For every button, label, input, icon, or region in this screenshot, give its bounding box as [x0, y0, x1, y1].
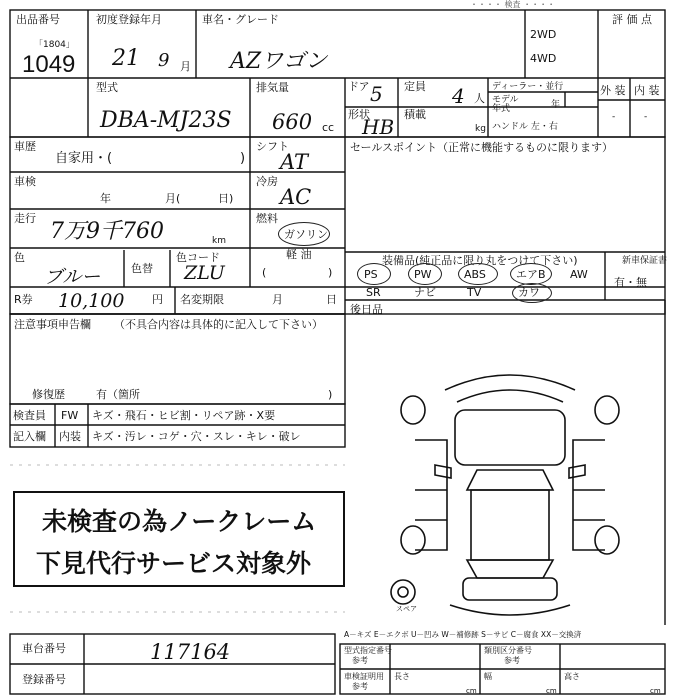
inspection-month: 月(: [165, 192, 181, 205]
interior-label: 内 装: [634, 84, 660, 97]
car-damage-diagram: [385, 350, 635, 620]
height-label: 高さ: [564, 672, 580, 681]
color-repaint-label: 色替: [131, 262, 153, 275]
drive-2wd: 2WD: [530, 28, 557, 41]
fuel-gasoline: ガソリン: [284, 228, 328, 241]
equip-leather: カワ: [518, 286, 540, 299]
mileage-value: 7万9千760: [50, 219, 164, 244]
equip-ps: PS: [364, 268, 378, 281]
lot-sub-number: 「1804」: [34, 40, 75, 50]
model-year-label-2: 年式: [492, 104, 511, 114]
car-name-label: 車名・グレード: [202, 13, 279, 26]
damage-legend: A－キズ E－エクボ U－凹み W－補修跡 S－サビ C－腐食 XX－交換済: [344, 630, 582, 639]
load-label: 積載: [404, 108, 426, 121]
equip-aw: AW: [570, 268, 588, 281]
equip-circle-ps: [357, 263, 391, 285]
gasoline-circle: [278, 222, 330, 246]
length-label: 長さ: [394, 672, 410, 681]
cert-label: 車検証明用: [344, 672, 384, 681]
height-unit: cm: [650, 687, 661, 695]
capacity-value: 4: [452, 84, 465, 108]
repair-history-close: ): [328, 388, 333, 401]
equip-circle-abs: [458, 263, 498, 285]
after-delivery-label: 後日品: [350, 303, 383, 316]
color-code-label: 色コード: [176, 251, 220, 264]
registration-label: 登録番号: [22, 673, 66, 686]
name-change-day: 日: [326, 293, 337, 306]
score-label: 評 価 点: [612, 13, 652, 26]
mileage-label: 走行: [14, 212, 36, 225]
notes-sub: （不具合内容は具体的に記入して下さい）: [114, 318, 323, 331]
inspection-day: 日): [218, 192, 234, 205]
history-close: ): [240, 151, 246, 166]
capacity-label: 定員: [404, 80, 426, 93]
interior-check-label: 内装: [59, 430, 81, 443]
equip-abs: ABS: [464, 268, 486, 281]
chassis-value: 117164: [150, 640, 231, 664]
length-unit: cm: [466, 687, 477, 695]
repair-history-label: 修復歴: [32, 388, 65, 401]
fw-items: キズ・飛石・ヒビ割・リペア跡・X要: [92, 409, 276, 422]
width-unit: cm: [546, 687, 557, 695]
cert-ref: 参考: [352, 682, 368, 691]
interior-check-items: キズ・汚レ・コゲ・穴・スレ・キレ・破レ: [92, 430, 301, 443]
equip-circle-leather: [512, 283, 552, 303]
warranty-value: 有・無: [614, 276, 647, 289]
equip-circle-pw: [408, 263, 442, 285]
spare-label: スペア: [396, 605, 417, 613]
recycle-label: R券: [14, 293, 33, 306]
class-label: 類別区分番号: [484, 646, 532, 655]
load-unit: kg: [475, 124, 486, 134]
top-cut-text: ・・・・ 検査 ・・・・: [470, 0, 556, 9]
shape-value: HB: [362, 115, 395, 139]
displacement-value: 660: [272, 110, 313, 134]
handle-label: ハンドル 左・右: [492, 122, 558, 132]
displacement-label: 排気量: [256, 81, 289, 94]
repair-history-value: 有（箇所: [96, 388, 140, 401]
inspector-label-1: 検査員: [13, 409, 46, 422]
shift-value: AT: [280, 150, 309, 174]
drive-4wd: 4WD: [530, 52, 557, 65]
lot-number-label: 出品番号: [16, 13, 60, 26]
first-registration-year: 21: [112, 46, 140, 71]
sales-point-label: セールスポイント（正常に機能するものに限ります）: [350, 141, 614, 154]
notice-line-2: 下見代行サービス対象外: [36, 549, 312, 578]
notice-line-1: 未検査の為ノークレーム: [42, 507, 317, 536]
inspection-label: 車検: [14, 175, 36, 188]
class-ref: 参考: [504, 656, 520, 665]
history-value: 自家用・(: [55, 151, 113, 166]
equip-circle-airbag: [510, 263, 552, 285]
displacement-unit: cc: [322, 121, 335, 134]
first-registration-month-unit: 月: [180, 60, 191, 73]
equip-tv: TV: [467, 286, 482, 299]
first-registration-month: 9: [158, 50, 170, 71]
dealer-label: ディーラー・並行: [492, 82, 564, 92]
model-year-label-1: モデル: [492, 95, 519, 105]
width-label: 幅: [484, 672, 492, 681]
car-name: AZワゴン: [230, 49, 328, 74]
equip-airbag: エアB: [516, 268, 546, 281]
equip-sr: SR: [366, 286, 381, 299]
mileage-unit: km: [212, 236, 226, 246]
ac-value: AC: [280, 185, 312, 209]
chassis-label: 車台番号: [22, 642, 66, 655]
inspector-label-2: 記入欄: [13, 430, 46, 443]
type-cert-ref: 参考: [352, 656, 368, 665]
first-registration-label: 初度登録年月: [96, 13, 162, 26]
history-label: 車歴: [14, 140, 36, 153]
notes-label: 注意事項申告欄: [14, 318, 91, 331]
name-change-month: 月: [272, 293, 283, 306]
exterior-dash: -: [612, 112, 616, 122]
warranty-label: 新車保証書: [622, 256, 668, 266]
model-label: 型式: [96, 81, 118, 94]
color-value: ブルー: [44, 266, 101, 288]
fuel-label: 燃料: [256, 212, 278, 225]
lot-number: 1049: [22, 51, 76, 78]
color-label: 色: [14, 251, 25, 264]
model-year-unit: 年: [551, 100, 561, 110]
exterior-label: 外 装: [600, 84, 626, 97]
color-code-value: ZLU: [184, 262, 225, 284]
ac-label: 冷房: [256, 175, 278, 188]
fuel-paren-open: (: [262, 266, 267, 279]
fuel-light-oil: 軽 油: [286, 248, 312, 261]
interior-dash: -: [644, 112, 648, 122]
model-value: DBA-MJ23S: [100, 108, 232, 133]
shift-label: シフト: [256, 140, 289, 153]
equip-pw: PW: [414, 268, 432, 281]
fw-label: FW: [61, 409, 79, 422]
name-change-label: 名変期限: [180, 293, 224, 306]
doors-label: ドア: [348, 80, 370, 93]
shape-label: 形状: [348, 108, 370, 121]
recycle-unit: 円: [152, 293, 163, 306]
equipment-label: 装備品(純正品に限り丸をつけて下さい): [382, 254, 578, 267]
recycle-value: 10,100: [58, 290, 125, 312]
fuel-paren-close: ): [328, 266, 333, 279]
inspection-year: 年: [100, 192, 111, 205]
type-cert-label: 型式指定番号: [344, 646, 392, 655]
equip-navi: ナビ: [414, 286, 436, 299]
capacity-unit: 人: [474, 92, 485, 105]
doors-value: 5: [370, 82, 383, 106]
